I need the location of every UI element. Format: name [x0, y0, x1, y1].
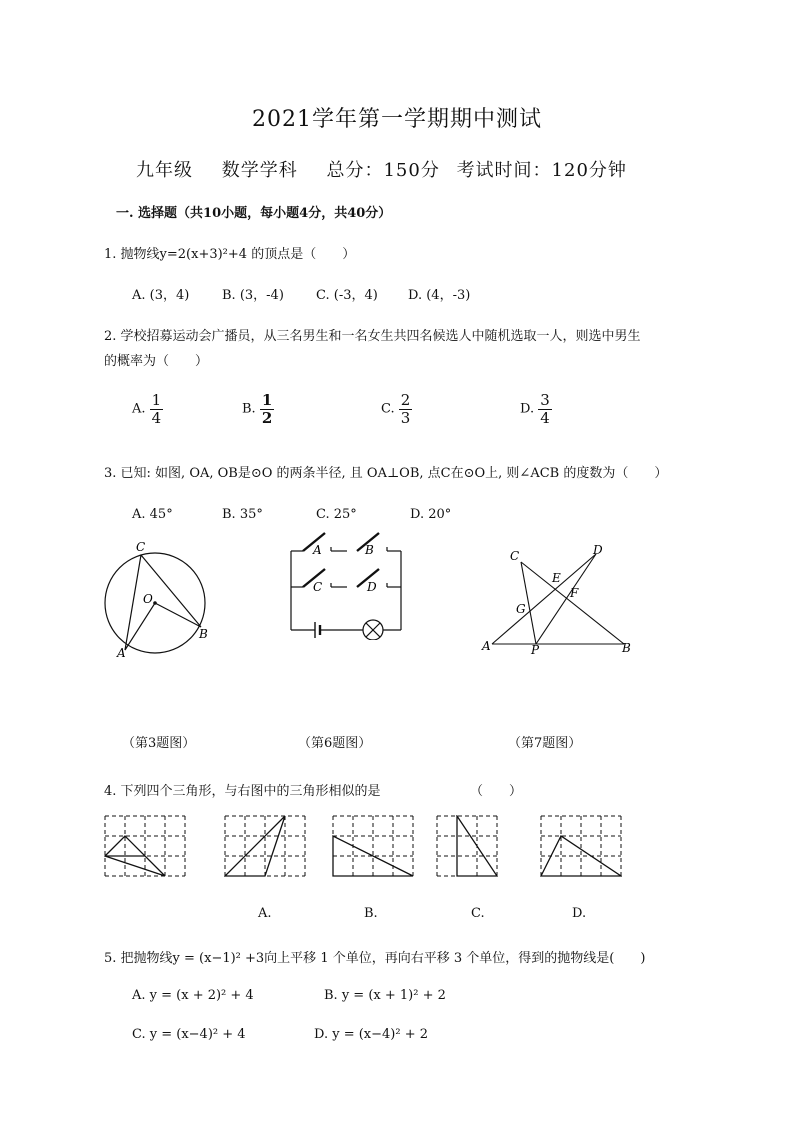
question-2-line1: 2. 学校招募运动会广播员，从三名男生和一名女生共四名候选人中随机选取一人，则选中男生: [104, 329, 641, 344]
svg-text:O: O: [143, 592, 153, 606]
svg-text:F: F: [570, 586, 579, 600]
q5-option-a: A. y = (x + 2)² + 4: [132, 988, 254, 1003]
question-5: 5. 把抛物线y = (x−1)² +3向上平移 1 个单位，再向右平移 3 个单位，得到的抛物线是( ): [104, 951, 646, 966]
q3-option-a: A. 45°: [132, 507, 173, 522]
fraction: $\frac{1}{4}$: [151, 391, 162, 427]
q4-option-d-triangle: [540, 815, 622, 877]
figure-7-triangles: [478, 540, 638, 660]
figure-6-circuit: [285, 525, 410, 640]
figure-3-circle: [95, 535, 225, 665]
question-4-paren: （ ）: [470, 784, 523, 799]
q4-option-b: B.: [364, 906, 378, 921]
q4-option-c: C.: [471, 906, 485, 921]
svg-text:D: D: [367, 580, 377, 594]
svg-text:G: G: [516, 602, 526, 616]
q1-option-b: B. (3，-4): [222, 288, 284, 303]
question-1: 1. 抛物线y=2(x+3)²+4 的顶点是（ ）: [104, 247, 356, 262]
q4-reference-triangle: [104, 815, 186, 877]
q4-option-a: A.: [258, 906, 272, 921]
svg-text:A: A: [482, 639, 491, 653]
question-3: 3. 已知: 如图, OA, OB是⊙O 的两条半径, 且 OA⊥OB, 点C在⊙O上, 则∠ACB 的度数为（ ）: [104, 466, 668, 481]
q3-option-c: C. 25°: [316, 507, 357, 522]
fraction: $\frac{1}{2}$: [261, 391, 273, 427]
q3-option-b: B. 35°: [222, 507, 263, 522]
svg-text:B: B: [199, 627, 208, 641]
grade: 九年级: [136, 160, 193, 181]
svg-text:A: A: [313, 543, 322, 557]
page-title: 2021学年第一学期期中测试: [252, 107, 542, 132]
svg-text:D: D: [593, 543, 603, 557]
svg-text:C: C: [313, 580, 323, 594]
subject: 数学学科: [221, 160, 298, 181]
q1-option-d: D. (4，-3): [408, 288, 471, 303]
q4-option-a-triangle: [224, 815, 306, 877]
q4-option-d: D.: [572, 906, 587, 921]
q1-option-a: A. (3，4): [132, 288, 190, 303]
total-score: 总分：150分: [326, 160, 440, 181]
q2-option-a: A. $\frac{1}{4}$: [132, 391, 162, 427]
svg-text:C: C: [136, 540, 146, 554]
exam-time: 考试时间：120分钟: [456, 160, 627, 181]
q1-option-c: C. (-3，4): [316, 288, 378, 303]
svg-text:B: B: [365, 543, 374, 557]
fraction: $\frac{3}{4}$: [540, 391, 550, 427]
q3-option-d: D. 20°: [410, 507, 452, 522]
figure-3-caption: （第3题图）: [122, 736, 196, 751]
svg-text:A: A: [117, 646, 126, 660]
q5-option-d: D. y = (x−4)² + 2: [314, 1027, 429, 1042]
exam-info: [136, 156, 649, 182]
svg-text:E: E: [552, 571, 561, 585]
svg-text:B: B: [622, 641, 631, 655]
q2-option-d: D. $\frac{3}{4}$: [520, 391, 550, 427]
question-2-line2: 的概率为（ ）: [104, 354, 209, 369]
fraction: $\frac{2}{3}$: [400, 391, 411, 427]
q5-option-c: C. y = (x−4)² + 4: [132, 1027, 246, 1042]
figure-7-caption: （第7题图）: [508, 736, 582, 751]
svg-text:P: P: [531, 643, 540, 657]
section-heading: 一. 选择题（共10小题，每小题4分，共40分）: [116, 206, 392, 221]
q4-option-b-triangle: [332, 815, 414, 877]
svg-text:C: C: [510, 549, 520, 563]
q5-option-b: B. y = (x + 1)² + 2: [324, 988, 446, 1003]
q2-option-b: B. $\frac{1}{2}$: [242, 391, 273, 427]
q2-option-c: C. $\frac{2}{3}$: [381, 391, 411, 427]
question-4: 4. 下列四个三角形，与右图中的三角形相似的是: [104, 784, 381, 799]
q4-option-c-triangle: [436, 815, 498, 877]
figure-6-caption: （第6题图）: [298, 736, 372, 751]
